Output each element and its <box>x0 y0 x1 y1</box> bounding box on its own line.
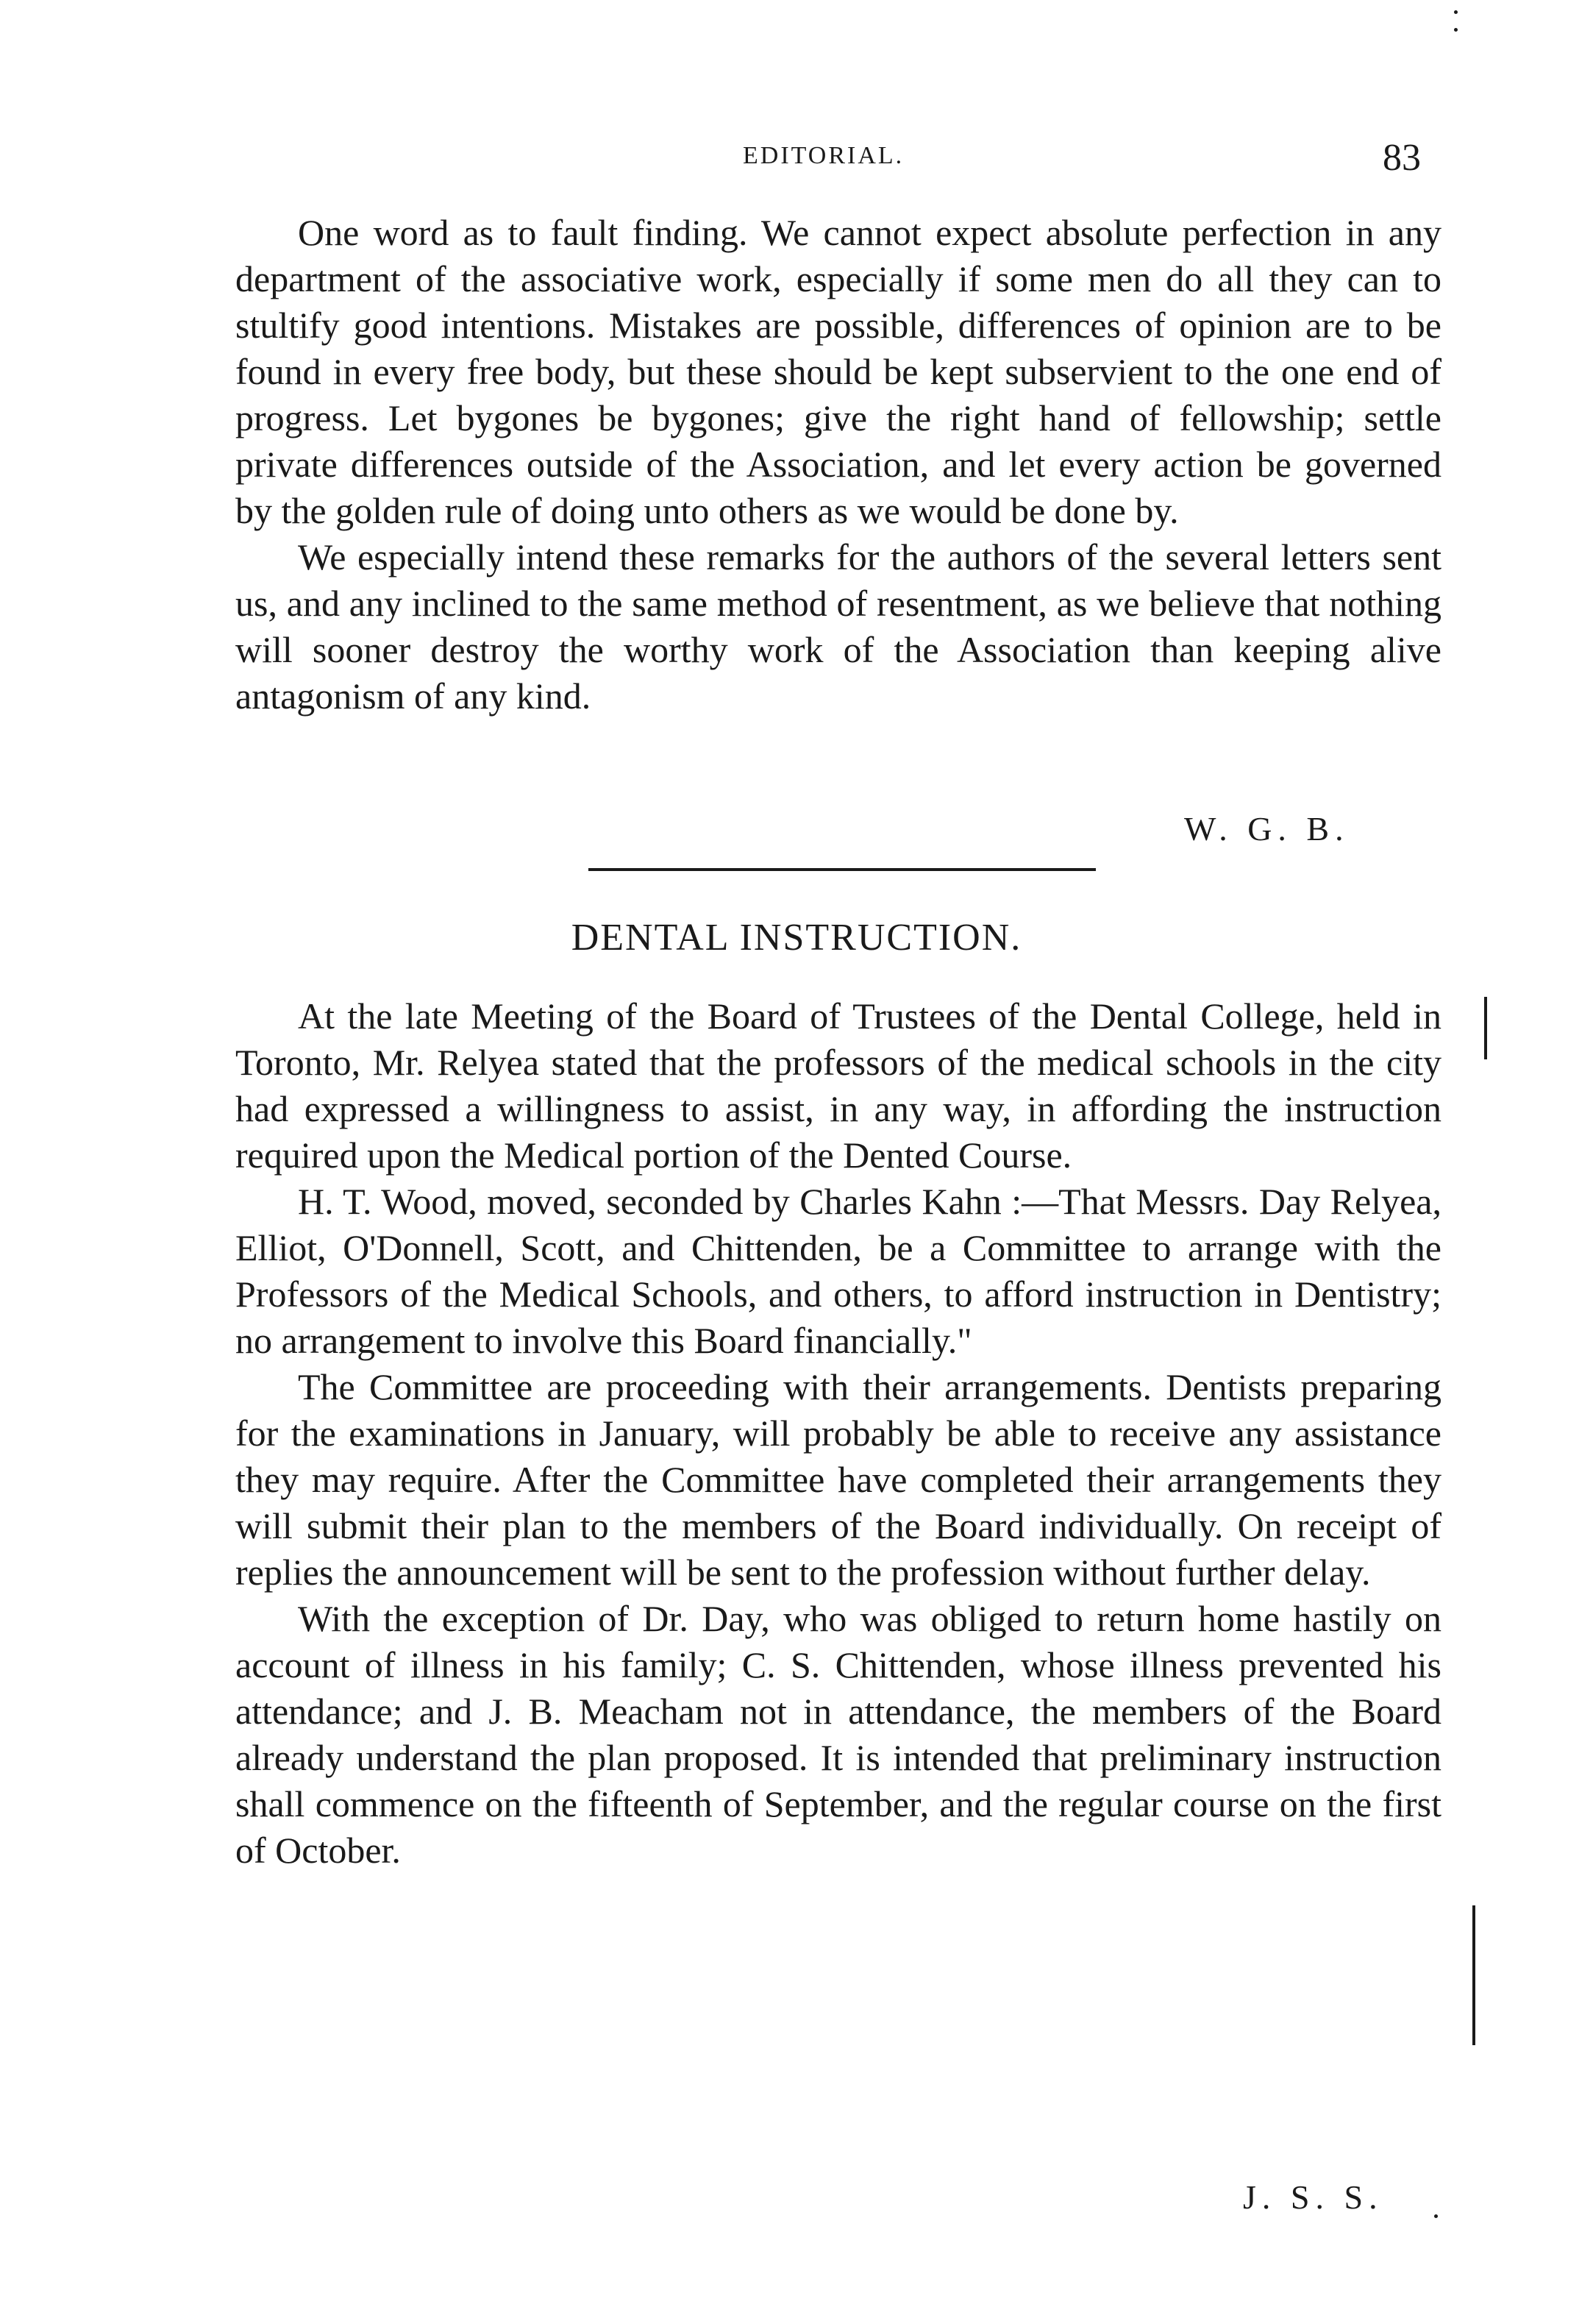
editorial-paragraph: One word as to fault finding. We cannot expect absolute perfection in any department of the associative work, especially if some men do all they can to stultify good intentions. Mistakes are possible, differences of opinion are to be found in every free body, but these should be kept subservient to the one end of progress. Let bygones be bygones; give the right hand of fellowship; settle private differences outside of the Association, and let every action be governed by the golden rule of doing unto others as we would be done by. <box>235 212 1441 531</box>
margin-mark <box>1472 1905 1475 2045</box>
section-divider <box>588 868 1096 871</box>
dental-instruction-body <box>235 993 1441 1874</box>
running-header <box>0 136 1593 188</box>
scan-speck <box>1454 28 1458 32</box>
editorial-body <box>235 210 1441 719</box>
dental-paragraph: At the late Meeting of the Board of Trustees of the Dental College, held in Toronto, Mr. Relyea stated that the professors of the medical schools in the city had expressed a willingness to assist, in any way, in affording the instruction required upon the Medical portion of the Dented Course. <box>235 995 1441 1176</box>
dental-paragraph: H. T. Wood, moved, seconded by Charles Kahn :—That Messrs. Day Relyea, Elliot, O'Donnell, Scott, and Chittenden, be a Committee to arrange with the Professors of the Medical Schools, and others, to afford instruction in Dentistry; no arrangement to involve this Board financially." <box>235 1181 1441 1361</box>
running-title: EDITORIAL. <box>743 142 905 169</box>
margin-mark <box>1484 997 1487 1059</box>
dental-paragraph: With the exception of Dr. Day, who was obliged to return home hastily on account of illness in his family; C. S. Chittenden, whose illness prevented his attendance; and J. B. Meacham not in attendance, the members of the Board already understand the plan proposed. It is intended that preliminary instruction shall commence on the fifteenth of September, and the regular course on the first of October. <box>235 1598 1441 1871</box>
page-number: 83 <box>1383 137 1421 179</box>
editorial-signature: W. G. B. <box>1184 810 1350 847</box>
dental-paragraph: The Committee are proceeding with their arrangements. Dentists preparing for the examinations in January, will probably be able to receive any assistance they may require. After the Committee have completed their arrangements they will submit their plan to the members of the Board individually. On receipt of replies the announcement will be sent to the profession without further delay. <box>235 1366 1441 1593</box>
scan-speck <box>1454 10 1458 14</box>
scan-speck <box>1434 2214 1438 2218</box>
editorial-paragraph: We especially intend these remarks for the authors of the several letters sent us, and any inclined to the same method of resentment, as we believe that nothing will sooner destroy the worthy work of the Association than keeping alive antagonism of any kind. <box>235 536 1441 717</box>
dental-signature: J. S. S. <box>1243 2178 1383 2216</box>
section-heading: DENTAL INSTRUCTION. <box>571 917 1022 959</box>
